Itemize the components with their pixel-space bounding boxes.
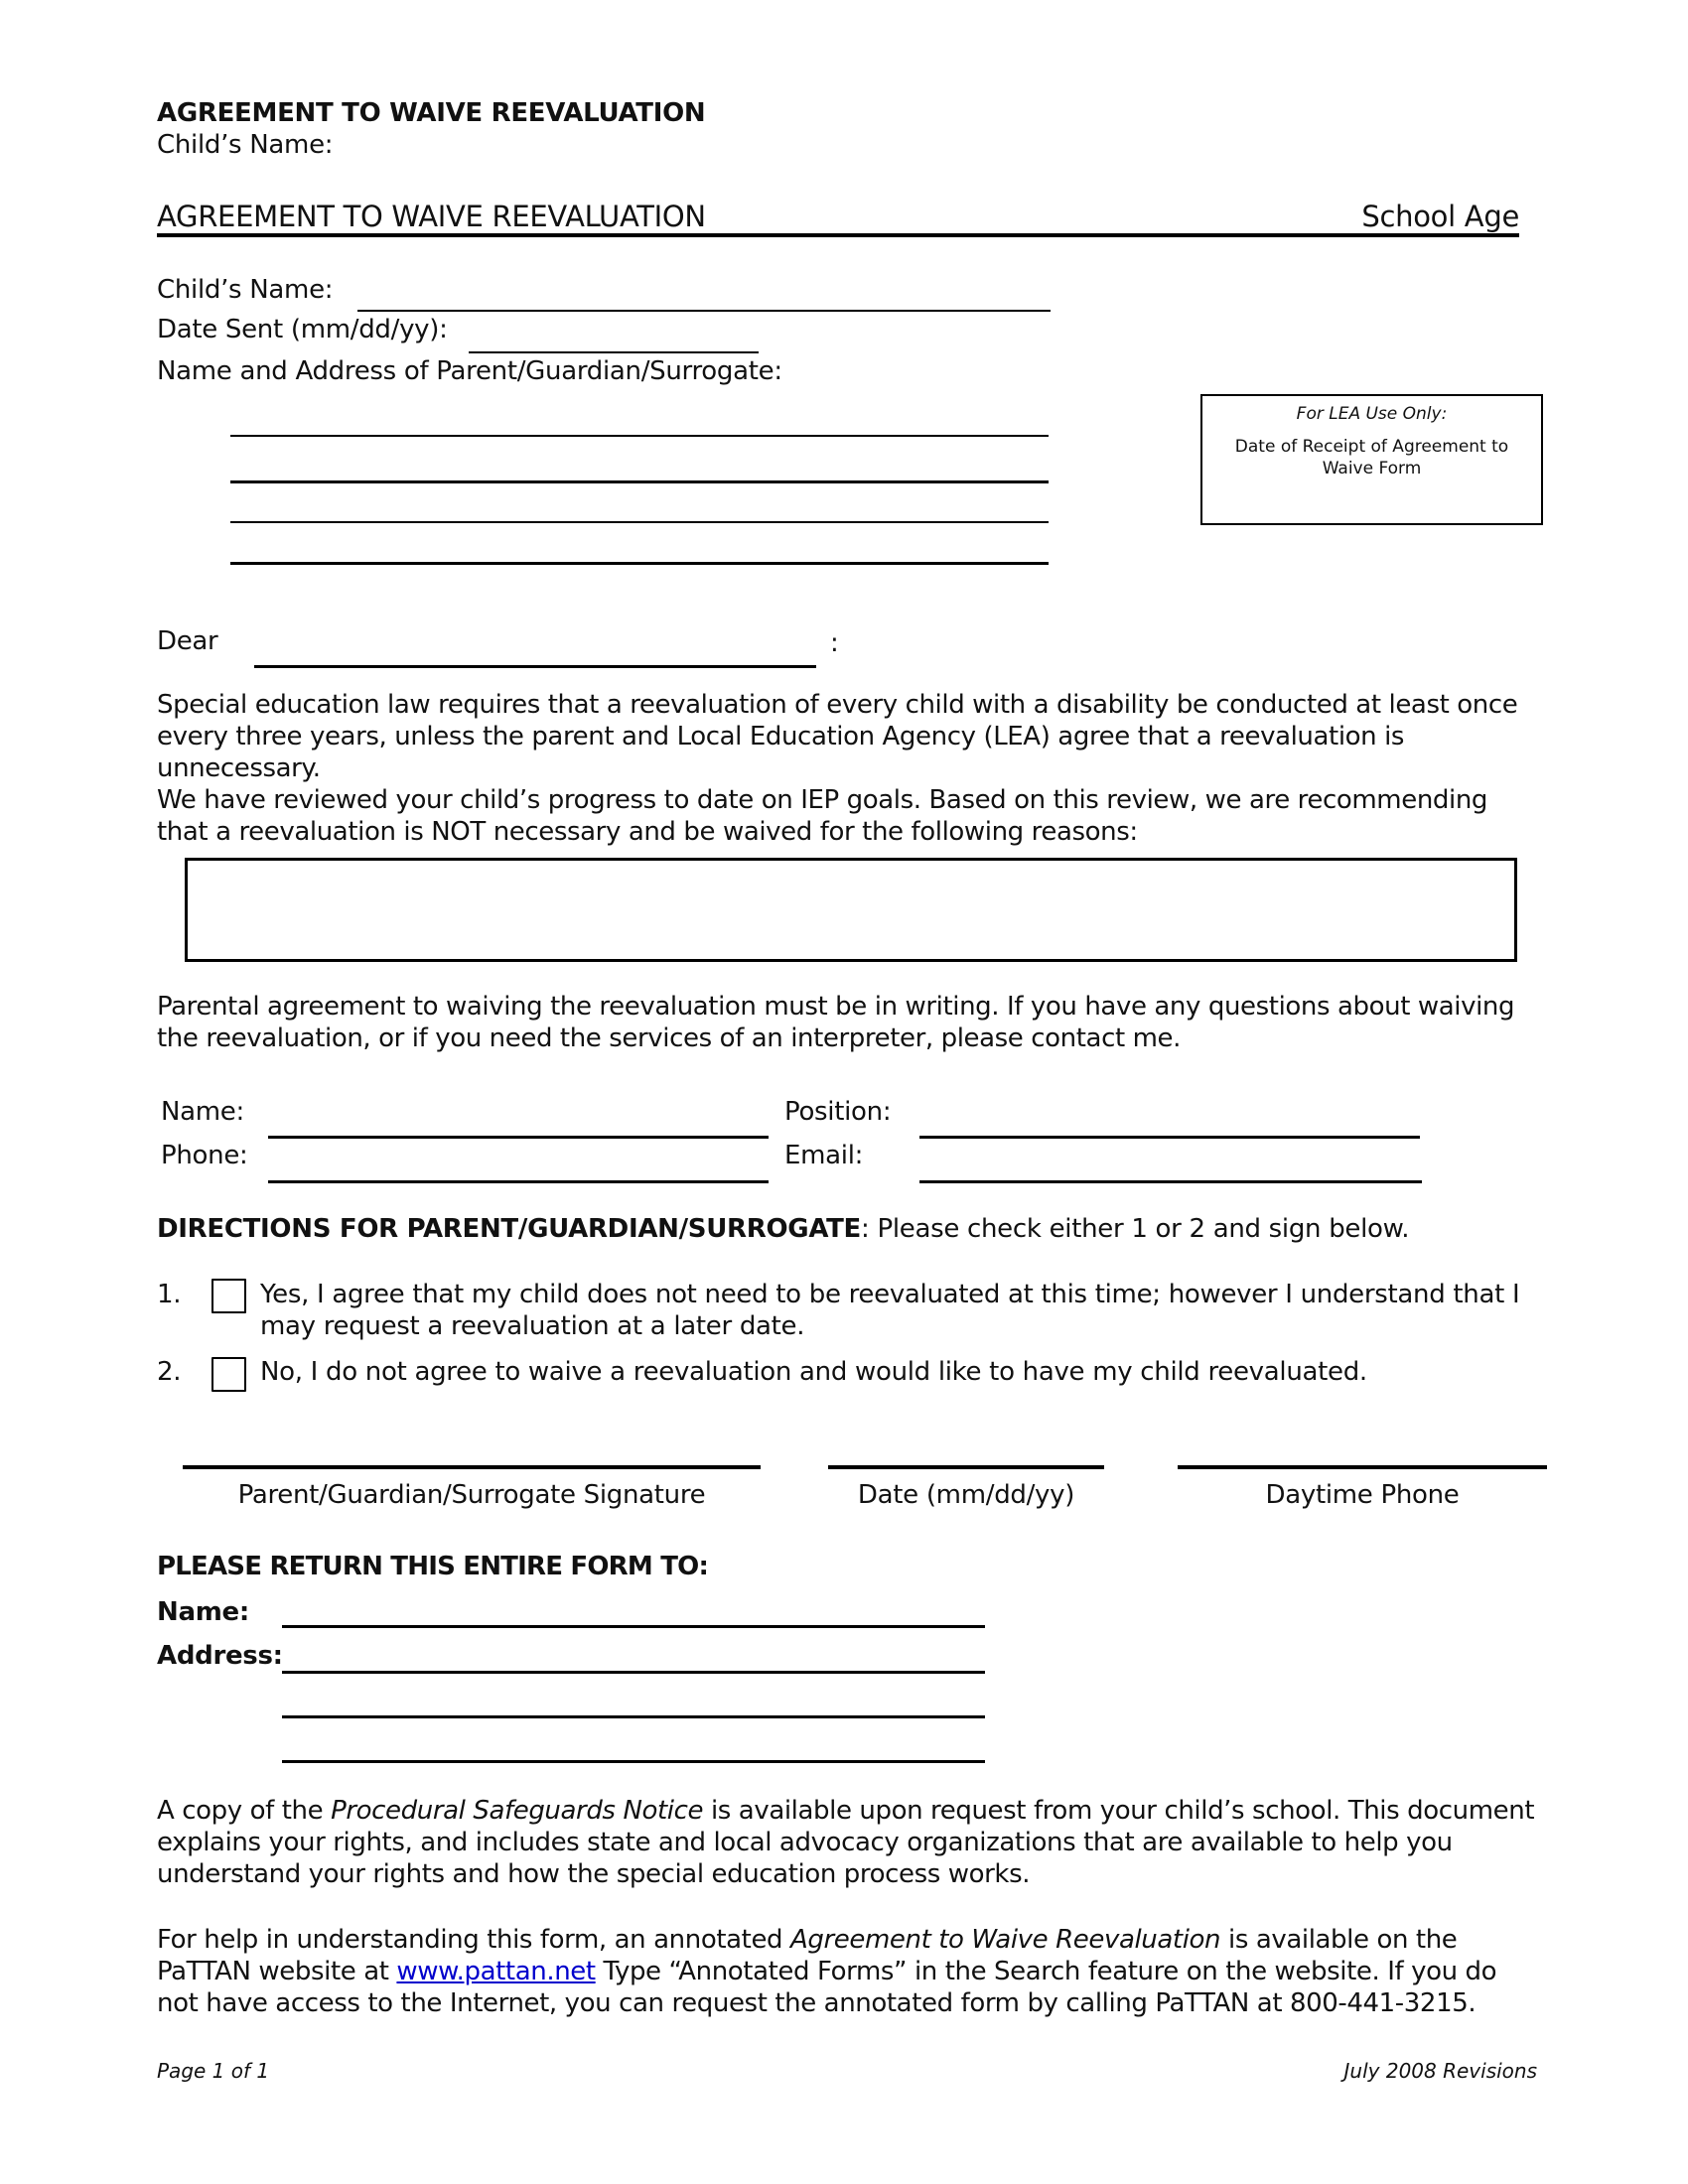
return-address-label: Address: — [157, 1641, 283, 1671]
safeguards-notice-title: Procedural Safeguards Notice — [331, 1796, 704, 1826]
signature-field[interactable] — [183, 1465, 761, 1469]
top-header-title: AGREEMENT TO WAIVE REEVALUATION — [157, 98, 706, 128]
option-1-checkbox[interactable] — [211, 1279, 246, 1313]
footer-revision: July 2008 Revisions — [1343, 2059, 1537, 2083]
lea-box-label — [1202, 436, 1541, 479]
date-sent-field[interactable] — [469, 351, 759, 353]
footer-page-number: Page 1 of 1 — [157, 2059, 270, 2083]
option-2-text: No, I do not agree to waive a reevaluation and would like to have my child reevaluated. — [260, 1357, 1367, 1387]
return-address-line-1[interactable] — [282, 1671, 985, 1674]
paragraph-procedural-safeguards — [157, 1795, 1537, 1890]
option-1-text-line-2: may request a reevaluation at a later date. — [260, 1311, 805, 1341]
option-1-number: 1. — [157, 1280, 182, 1309]
form-category: School Age — [1361, 200, 1519, 233]
safeguards-text-pre: A copy of the — [157, 1796, 332, 1826]
signature-date-field[interactable] — [828, 1465, 1104, 1469]
option-2-number: 2. — [157, 1357, 182, 1387]
return-address-line-3[interactable] — [282, 1760, 985, 1763]
return-name-field[interactable] — [282, 1625, 985, 1628]
contact-phone-label: Phone: — [161, 1141, 248, 1170]
child-name-label: Child’s Name: — [157, 275, 334, 305]
reasons-textbox[interactable] — [185, 858, 1517, 962]
daytime-phone-label: Daytime Phone — [1265, 1480, 1460, 1510]
contact-email-field[interactable] — [919, 1180, 1422, 1183]
directions — [157, 1213, 1409, 1245]
form-header — [157, 199, 1519, 238]
contact-phone-field[interactable] — [268, 1180, 769, 1183]
lea-box-title: For LEA Use Only: — [1296, 404, 1448, 424]
directions-heading: DIRECTIONS FOR PARENT/GUARDIAN/SURROGATE — [157, 1214, 862, 1244]
dear-recipient-field[interactable] — [254, 665, 816, 668]
signature-date-label: Date (mm/dd/yy) — [857, 1480, 1075, 1510]
return-heading: PLEASE RETURN THIS ENTIRE FORM TO: — [157, 1552, 709, 1581]
date-sent-label: Date Sent (mm/dd/yy): — [157, 315, 448, 344]
signature-label: Parent/Guardian/Surrogate Signature — [237, 1480, 706, 1510]
child-name-field[interactable] — [357, 310, 1051, 312]
option-1-text-line-1: Yes, I agree that my child does not need to be reevaluated at this time; however I understand that I — [260, 1280, 1520, 1309]
contact-name-label: Name: — [161, 1097, 244, 1127]
dear-colon: : — [830, 628, 839, 658]
lea-use-only-box[interactable] — [1200, 394, 1543, 525]
return-address-line-2[interactable] — [282, 1715, 985, 1718]
daytime-phone-field[interactable] — [1178, 1465, 1547, 1469]
parent-address-line-3[interactable] — [230, 521, 1049, 523]
dear-label: Dear — [157, 626, 218, 656]
lea-box-label-line-1: Date of Receipt of Agreement to — [1234, 437, 1509, 457]
lea-box-label-line-2: Waive Form — [1322, 459, 1422, 478]
help-text-post: Type “Annotated Forms” in the Search feature on the website. If you do not have access to the Internet, you can request the annotated form by calling PaTTAN at 800-441-3215. — [157, 1957, 1497, 2018]
return-name-label: Name: — [157, 1597, 249, 1627]
parent-address-line-2[interactable] — [230, 480, 1049, 483]
pattan-website-link[interactable]: www.pattan.net — [396, 1957, 596, 1986]
help-text-mid: is available on the PaTTAN website at — [157, 1925, 1458, 1986]
help-text-pre: For help in understanding this form, an annotated — [157, 1925, 791, 1955]
header-rule — [157, 233, 1519, 237]
paragraph-review-recommendation: We have reviewed your child’s progress to date on IEP goals. Based on this review, we are recommending that a reevaluation is NOT necessary and be waived for the following reasons: — [157, 785, 1488, 847]
option-2-checkbox[interactable] — [211, 1357, 246, 1392]
parent-address-line-1[interactable] — [230, 435, 1049, 437]
contact-position-label: Position: — [784, 1097, 892, 1127]
contact-name-field[interactable] — [268, 1136, 769, 1139]
paragraph-reevaluation-law: Special education law requires that a reevaluation of every child with a disability be conducted at least once every three years, unless the parent and Local Education Agency (LEA) agree that a reevaluation is unnecessary. — [157, 690, 1518, 783]
contact-email-label: Email: — [784, 1141, 864, 1170]
form-title: AGREEMENT TO WAIVE REEVALUATION — [157, 200, 706, 233]
paragraph-help-pattan — [157, 1924, 1537, 2019]
paragraph-parental-agreement: Parental agreement to waiving the reevaluation must be in writing. If you have any questions about waiving the reevaluation, or if you need the services of an interpreter, please contact me. — [157, 992, 1515, 1053]
parent-address-line-4[interactable] — [230, 562, 1049, 565]
contact-position-field[interactable] — [919, 1136, 1420, 1139]
top-header-child-name-label: Child’s Name: — [157, 130, 334, 160]
safeguards-text-post: is available upon request from your child’s school. This document explains your rights, and includes state and local advocacy organizations that are available to help you understand your rights and how the special education process works. — [157, 1796, 1535, 1889]
directions-text: : Please check either 1 or 2 and sign below. — [861, 1214, 1410, 1244]
help-form-title: Agreement to Waive Reevaluation — [790, 1925, 1221, 1955]
parent-address-label: Name and Address of Parent/Guardian/Surrogate: — [157, 356, 782, 386]
